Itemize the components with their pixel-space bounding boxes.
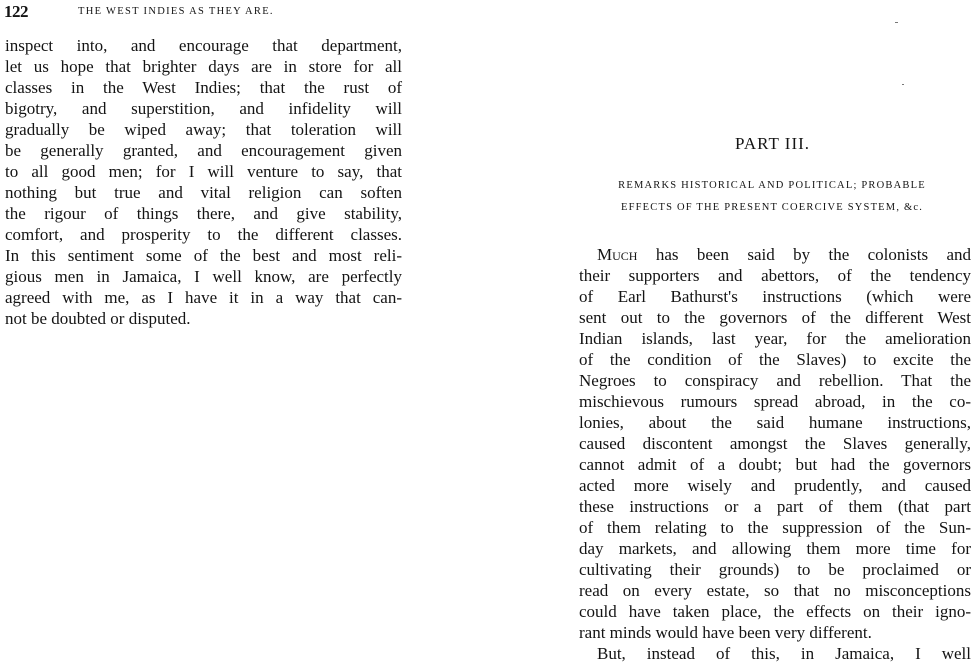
text-line: cultivating their grounds) to be proclaimed or (579, 560, 971, 579)
scan-speck (895, 22, 898, 23)
text-line: acted more wisely and prudently, and caused (579, 476, 971, 495)
text-line: these instructions or a part of them (that part (579, 497, 971, 516)
text-line: nothing but true and vital religion can soften (5, 183, 402, 202)
text-line: of them relating to the suppression of the Sun- (579, 518, 971, 537)
page-number: 122 (4, 2, 28, 21)
text-line: let us hope that brighter days are in store for all (5, 57, 402, 76)
text-line: of Earl Bathurst's instructions (which were (579, 287, 971, 306)
left-page (0, 0, 410, 665)
text-line: to all good men; for I will venture to say, that (5, 162, 402, 181)
text-line: day markets, and allowing them more time for (579, 539, 971, 558)
text-line: Negroes to conspiracy and rebellion. That the (579, 371, 971, 390)
text-line: But, instead of this, in Jamaica, I well (597, 644, 971, 663)
chapter-subtitle-line: REMARKS HISTORICAL AND POLITICAL; PROBABLE (618, 180, 926, 191)
text-line: their supporters and abettors, of the tendency (579, 266, 971, 285)
text-line: sent out to the governors of the different West (579, 308, 971, 327)
text-line: rant minds would have been very different. (579, 623, 872, 642)
text-line: cannot admit of a doubt; but had the governors (579, 455, 971, 474)
text-line: of the condition of the Slaves) to excite the (579, 350, 971, 369)
part-title: PART III. (734, 134, 811, 153)
text-line: not be doubted or disputed. (5, 309, 191, 328)
scan-speck (902, 84, 904, 85)
text-line: inspect into, and encourage that department, (5, 36, 402, 55)
left-body-text (5, 35, 402, 329)
text-line (579, 244, 971, 265)
text-line: Indian islands, last year, for the amelioration (579, 329, 971, 348)
text-line: classes in the West Indies; that the rust of (5, 78, 402, 97)
opening-word: Much (597, 245, 638, 264)
text-line: mischievous rumours spread abroad, in the co- (579, 392, 971, 411)
text-line: In this sentiment some of the best and most reli- (5, 246, 402, 265)
running-head-title: THE WEST INDIES AS THEY ARE. (78, 6, 274, 17)
text-line: gious men in Jamaica, I well know, are perfectly (5, 267, 402, 286)
opening-line-rest: has been said by the colonists and (637, 245, 971, 264)
text-line: be generally granted, and encouragement given (5, 141, 402, 160)
right-body-text (579, 244, 971, 664)
text-line: gradually be wiped away; that toleration will (5, 120, 402, 139)
chapter-subtitle-line: EFFECTS OF THE PRESENT COERCIVE SYSTEM, &c. (620, 202, 924, 213)
text-line: bigotry, and superstition, and infidelity will (5, 99, 402, 118)
text-line: caused discontent amongst the Slaves generally, (579, 434, 971, 453)
running-head (4, 2, 404, 22)
text-line: comfort, and prosperity to the different classes. (5, 225, 402, 244)
text-line: the rigour of things there, and give stability, (5, 204, 402, 223)
text-line: could have taken place, the effects on their igno- (579, 602, 971, 621)
right-page (570, 0, 980, 665)
text-line: read on every estate, so that no misconceptions (579, 581, 971, 600)
text-line: lonies, about the said humane instructions, (579, 413, 971, 432)
text-line: agreed with me, as I have it in a way that can- (5, 288, 402, 307)
